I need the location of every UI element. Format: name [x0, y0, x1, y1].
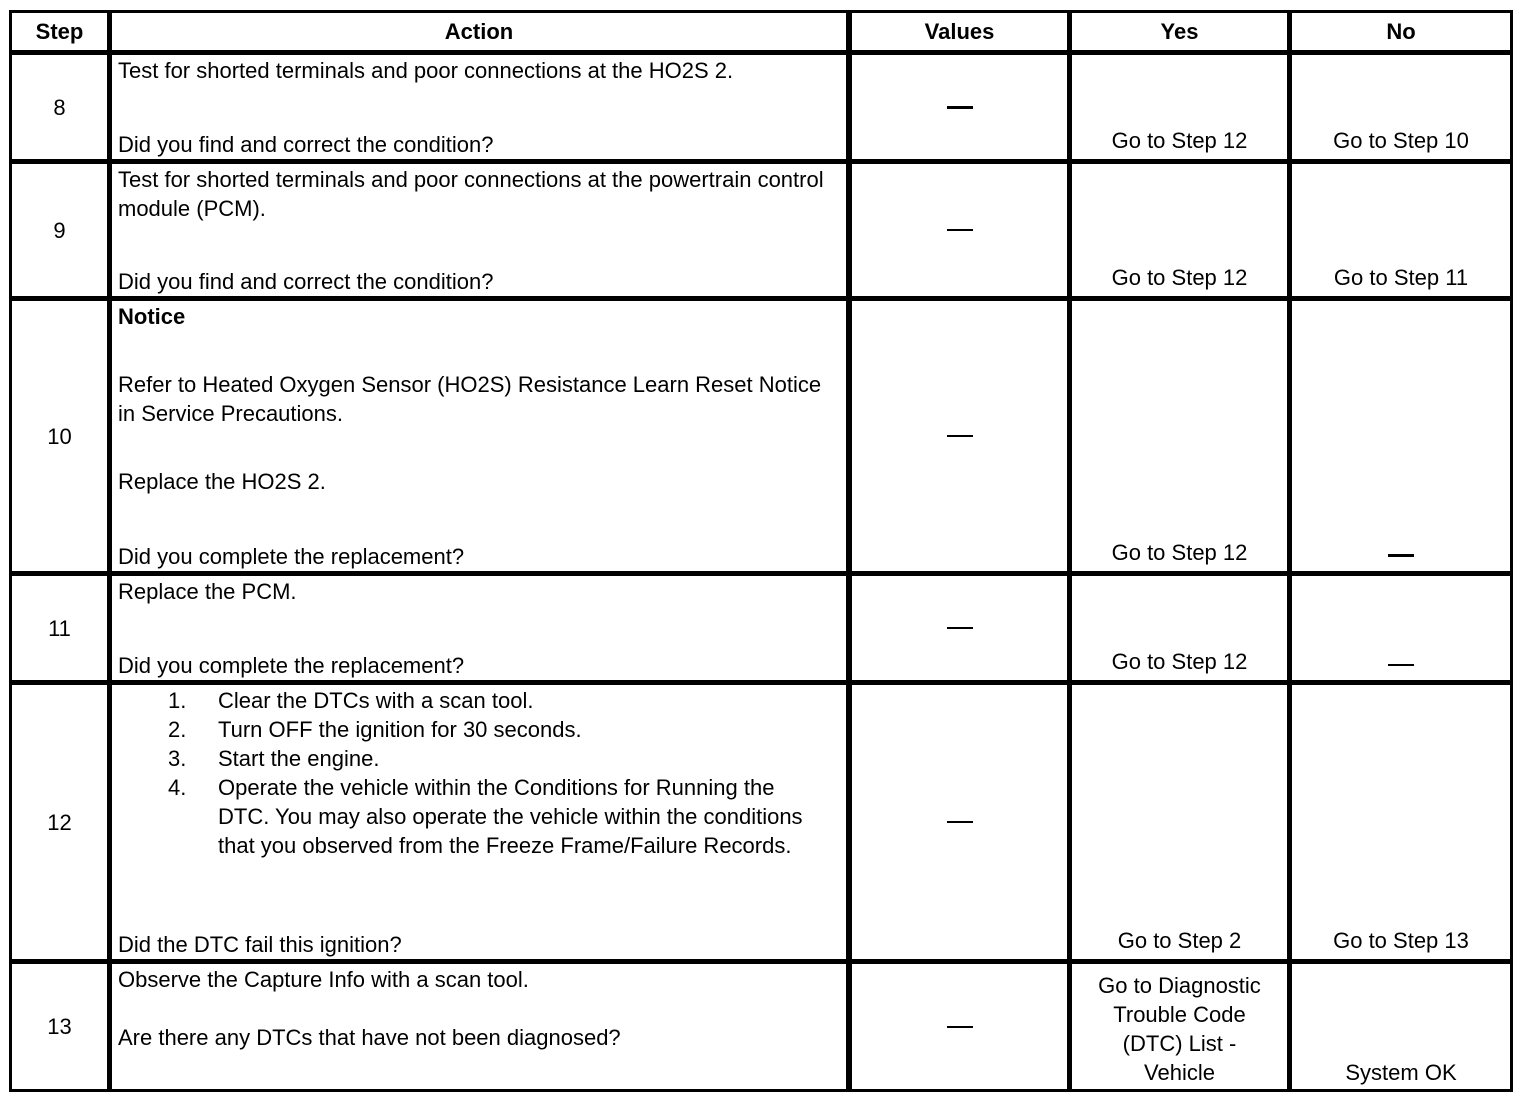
no-9: Go to Step 11: [1292, 164, 1510, 296]
action-text: Replace the HO2S 2.: [118, 469, 326, 494]
no-13: System OK: [1292, 964, 1510, 1089]
no-12: Go to Step 13: [1292, 685, 1510, 959]
step-9: 9: [12, 164, 107, 296]
yes-10: Go to Step 12: [1072, 301, 1287, 571]
step-10: 10: [12, 301, 107, 571]
values-9: [852, 164, 1067, 296]
yes-13: Go to Diagnostic Trouble Code (DTC) List - Vehicle: [1072, 964, 1287, 1089]
em-dash: [1388, 664, 1414, 666]
yes-11: Go to Step 12: [1072, 576, 1287, 680]
list-text: Operate the vehicle within the Conditions for Running the DTC. You may also operate the vehicle within the conditions that you observed from the Freeze Frame/Failure Records.: [218, 775, 803, 858]
yes-8: Go to Step 12: [1072, 55, 1287, 159]
values-8: [852, 55, 1067, 159]
values-11: [852, 576, 1067, 680]
procedure-list: [118, 686, 846, 860]
action-question: Did you find and correct the condition?: [118, 132, 494, 157]
list-item: [118, 773, 846, 860]
list-number: 3.: [168, 746, 187, 771]
no-8: Go to Step 10: [1292, 55, 1510, 159]
action-13: [112, 964, 846, 1089]
yes-9: Go to Step 12: [1072, 164, 1287, 296]
action-question: Did you find and correct the condition?: [118, 269, 494, 294]
yes-12: Go to Step 2: [1072, 685, 1287, 959]
step-8: 8: [12, 55, 107, 159]
list-item: [118, 715, 846, 744]
step-12: 12: [12, 685, 107, 959]
em-dash: [947, 1026, 973, 1028]
list-item: [118, 744, 846, 773]
no-10: [1292, 301, 1510, 571]
header-yes: Yes: [1072, 13, 1287, 50]
step-11: 11: [12, 576, 107, 680]
action-9: [112, 164, 846, 296]
action-10: [112, 301, 846, 571]
em-dash: [947, 435, 973, 437]
em-dash: [947, 106, 973, 109]
action-question: Did you complete the replacement?: [118, 544, 465, 569]
action-8: [112, 55, 846, 159]
list-text: Start the engine.: [218, 746, 380, 771]
action-text: Observe the Capture Info with a scan tool.: [118, 967, 529, 992]
action-12: [112, 685, 846, 959]
values-10: [852, 301, 1067, 571]
em-dash: [1388, 554, 1414, 557]
list-item: [118, 686, 846, 715]
no-11: [1292, 576, 1510, 680]
values-13: [852, 964, 1067, 1089]
em-dash: [947, 229, 973, 231]
header-no: No: [1292, 13, 1510, 50]
list-number: 1.: [168, 688, 187, 713]
action-text: Replace the PCM.: [118, 579, 297, 604]
action-text: Test for shorted terminals and poor connections at the HO2S 2.: [118, 58, 734, 83]
step-13: 13: [12, 964, 107, 1089]
diagnostic-table: [9, 10, 1513, 1092]
action-text: Refer to Heated Oxygen Sensor (HO2S) Resistance Learn Reset Notice in Service Precautions.: [118, 372, 822, 426]
action-11: [112, 576, 846, 680]
action-question: Did you complete the replacement?: [118, 653, 465, 678]
em-dash: [947, 821, 973, 823]
header-step: Step: [12, 13, 107, 50]
list-number: 2.: [168, 717, 187, 742]
list-number: 4.: [168, 775, 187, 800]
header-action: Action: [112, 13, 846, 50]
list-text: Clear the DTCs with a scan tool.: [218, 688, 534, 713]
action-question: Are there any DTCs that have not been diagnosed?: [118, 1025, 621, 1050]
header-values: Values: [852, 13, 1067, 50]
notice-heading: Notice: [118, 304, 186, 329]
values-12: [852, 685, 1067, 959]
action-text: Test for shorted terminals and poor connections at the powertrain control module (PCM).: [118, 167, 824, 221]
action-question: Did the DTC fail this ignition?: [118, 932, 402, 957]
em-dash: [947, 627, 973, 629]
list-text: Turn OFF the ignition for 30 seconds.: [218, 717, 582, 742]
